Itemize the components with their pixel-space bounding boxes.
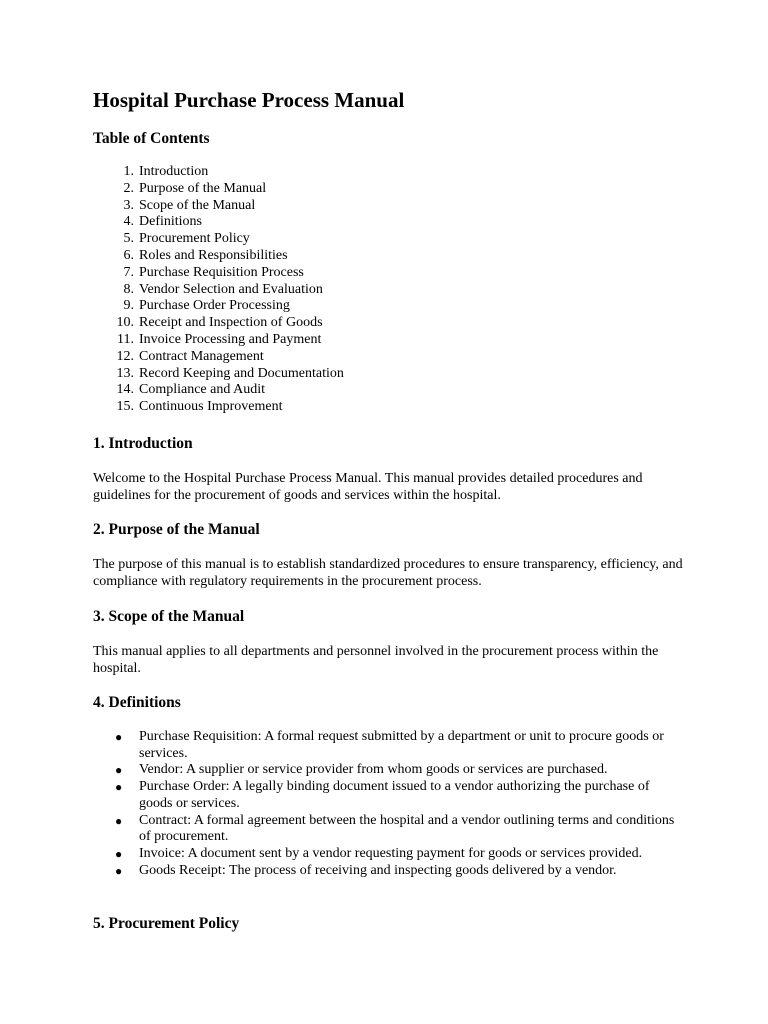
section-heading-procurement-policy: 5. Procurement Policy	[93, 915, 240, 932]
definition-item	[0, 813, 679, 846]
definition-text: Purchase Requisition: A formal request submitted by a department or unit to procure goods or services.	[139, 729, 664, 761]
toc-item-label: Vendor Selection and Evaluation	[139, 281, 323, 297]
bullet-icon: ●	[115, 863, 123, 878]
toc-item-label: Receipt and Inspection of Goods	[139, 315, 323, 331]
toc-item-label: Record Keeping and Documentation	[139, 365, 344, 381]
toc-item-number: 13.	[116, 365, 134, 381]
bullet-icon: ●	[115, 813, 123, 828]
definition-text: Goods Receipt: The process of receiving and inspecting goods delivered by a vendor.	[139, 862, 617, 878]
toc-item-number: 6.	[123, 247, 134, 263]
toc-item-number: 4.	[123, 214, 134, 230]
toc-item-label: Procurement Policy	[139, 231, 250, 247]
bullet-icon: ●	[115, 730, 123, 744]
section-heading-purpose: 2. Purpose of the Manual	[93, 521, 260, 538]
definition-item	[0, 762, 679, 779]
bullet-icon: ●	[115, 763, 123, 778]
definitions-list	[0, 729, 679, 879]
toc-item-label: Introduction	[139, 164, 209, 179]
toc-item-label: Definitions	[139, 214, 202, 230]
toc-item-label: Purchase Order Processing	[139, 298, 290, 314]
toc-item-number: 5.	[123, 231, 134, 247]
bullet-icon: ●	[115, 780, 123, 795]
toc-item-number: 3.	[123, 197, 134, 213]
section-body-purpose: The purpose of this manual is to establish standardized procedures to ensure transparency, efficiency, and compliance with regulatory requirements in the procurement process.	[93, 557, 683, 589]
definition-text: Purchase Order: A legally binding document issued to a vendor authorizing the purchase of goods or services.	[139, 779, 650, 811]
toc-heading: Table of Contents	[93, 130, 210, 147]
toc-item-number: 1.	[123, 164, 134, 179]
definition-item	[0, 863, 679, 880]
document-title: Hospital Purchase Process Manual	[93, 88, 405, 112]
section-heading-definitions: 4. Definitions	[93, 694, 181, 711]
definition-text: Invoice: A document sent by a vendor requesting payment for goods or services provided.	[139, 845, 643, 861]
section-heading-scope: 3. Scope of the Manual	[93, 608, 245, 625]
toc-item-label: Scope of the Manual	[139, 197, 256, 213]
toc-item-number: 10.	[116, 315, 134, 331]
toc-item-number: 8.	[123, 281, 134, 297]
definition-text: Vendor: A supplier or service provider from whom goods or services are purchased.	[139, 762, 608, 778]
section-body-introduction: Welcome to the Hospital Purchase Process Manual. This manual provides detailed procedures and guidelines for the procurement of goods and services within the hospital.	[93, 471, 643, 503]
toc-item-number: 14.	[116, 382, 134, 398]
toc-item-number: 2.	[123, 180, 134, 196]
section-body-scope: This manual applies to all departments and personnel involved in the procurement process within the hospital.	[93, 644, 659, 676]
toc-item-label: Compliance and Audit	[139, 382, 265, 398]
toc-item-label: Roles and Responsibilities	[139, 247, 288, 263]
toc-item-label: Continuous Improvement	[139, 399, 283, 415]
toc-item-label: Purchase Requisition Process	[139, 264, 304, 280]
definition-item	[0, 779, 679, 812]
toc-item-number: 11.	[117, 331, 134, 347]
toc-item-label: Contract Management	[139, 348, 264, 364]
toc-item-label: Purpose of the Manual	[139, 180, 267, 196]
toc-item-label: Invoice Processing and Payment	[139, 331, 322, 347]
toc-item-number: 9.	[123, 298, 134, 314]
toc-item-number: 7.	[123, 264, 134, 280]
definition-text: Contract: A formal agreement between the hospital and a vendor outlining terms and conditions of procurement.	[139, 812, 675, 845]
toc-item-number: 12.	[116, 348, 134, 364]
toc-item-number: 15.	[116, 399, 134, 415]
section-heading-introduction: 1. Introduction	[93, 435, 193, 452]
definition-item	[0, 846, 679, 863]
definition-item	[0, 729, 679, 762]
bullet-icon: ●	[115, 846, 123, 861]
